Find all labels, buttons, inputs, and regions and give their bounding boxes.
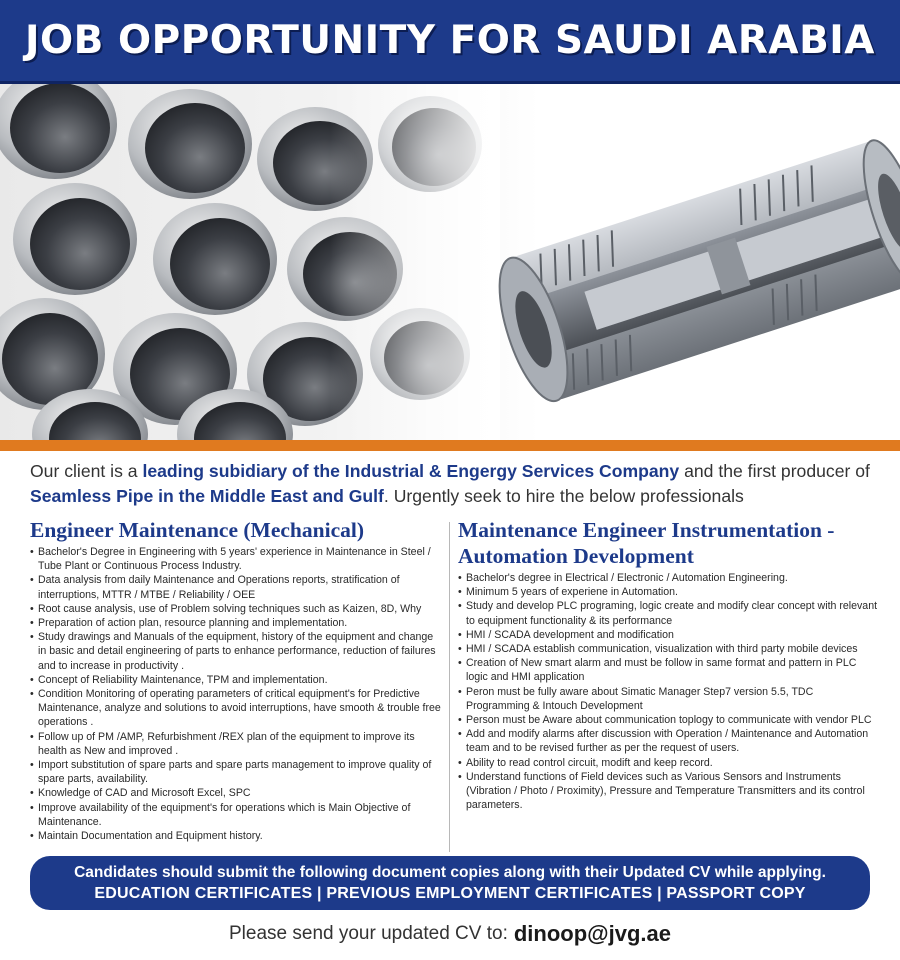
list-item: • Understand functions of Field devices such as Various Sensors and Instruments (Vibration / Photo / Proximity), Pressure and Temperature Transmitters and its control parameters. (458, 770, 878, 813)
banner-header (0, 0, 900, 84)
list-item: • Knowledge of CAD and Microsoft Excel, SPC (30, 786, 442, 800)
documents-banner (30, 856, 870, 910)
contact-line (0, 914, 900, 954)
job-section-instrumentation (458, 517, 878, 812)
requirements-list-mechanical (30, 545, 442, 843)
documents-required-list: EDUCATION CERTIFICATES | PREVIOUS EMPLOYMENT CERTIFICATES | PASSPORT COPY (94, 884, 806, 902)
list-item: • HMI / SCADA development and modification (458, 628, 878, 642)
list-item: • Data analysis from daily Maintenance and Operations reports, stratification of interruptions, MTTR / MTBE / Reliability / OEE (30, 573, 442, 601)
job-title-instrumentation: Maintenance Engineer Instrumentation - Automation Development (458, 518, 835, 568)
list-item: • Person must be Aware about communication toplogy to communicate with vendor PLC (458, 713, 878, 727)
contact-prompt: Please send your updated CV to: (229, 923, 508, 944)
list-item: • Bachelor's Degree in Engineering with 5 years' experience in Maintenance in Steel / Tube Plant or Continuous Process Industry. (30, 545, 442, 573)
list-item: • Study drawings and Manuals of the equipment, history of the equipment and change in basic and detail engineering of parts to enhance performance, reduction of failures and to increase in productivity . (30, 630, 442, 673)
contact-email-link[interactable]: dinoop@jvg.ae (513, 921, 671, 946)
list-item: • Preparation of action plan, resource planning and implementation. (30, 616, 442, 630)
intro-text-3: . Urgently seek to hire the below professionals (383, 486, 744, 506)
job-title-mechanical: Engineer Maintenance (Mechanical) (30, 518, 364, 542)
accent-divider (0, 440, 900, 451)
list-item: • Improve availability of the equipment's for operations which is Main Objective of Maintenance. (30, 801, 442, 829)
list-item: • Peron must be fully aware about Simatic Manager Step7 version 5.5, TDC Programming & Intouch Development (458, 685, 878, 713)
list-item: • Add and modify alarms after discussion with Operation / Maintenance and Automation team and to be revised further as per the request of users. (458, 727, 878, 755)
documents-instruction: Candidates should submit the following document copies along with their Updated CV while applying. (74, 863, 826, 881)
hero-image-pipes (0, 84, 900, 440)
list-item: • Bachelor's degree in Electrical / Electronic / Automation Engineering. (458, 571, 878, 585)
requirements-list-instrumentation (458, 571, 878, 812)
pipes-illustration (0, 84, 900, 440)
list-item: • Import substitution of spare parts and spare parts management to improve quality of spare parts, availability. (30, 758, 442, 786)
intro-text-2: and the first producer of (679, 461, 870, 481)
page-title: JOB OPPORTUNITY FOR SAUDI ARABIA (25, 18, 875, 63)
intro-paragraph (30, 459, 880, 509)
list-item: • Condition Monitoring of operating parameters of critical equipment's for Predictive Maintenance, analyze and solutions to avoid interruptions, have smooth & trouble free operations . (30, 687, 442, 730)
list-item: • Creation of New smart alarm and must be follow in same format and pattern in PLC logic and HMI application (458, 656, 878, 684)
cutaway-pipe-graphic (486, 134, 900, 409)
intro-highlight-company: leading subidiary of the Industrial & Engergy Services Company (142, 461, 680, 481)
column-divider (449, 522, 450, 852)
list-item: • HMI / SCADA establish communication, visualization with third party mobile devices (458, 642, 878, 656)
job-section-mechanical (30, 517, 442, 843)
intro-text-1: Our client is a (30, 461, 143, 481)
list-item: • Follow up of PM /AMP, Refurbishment /REX plan of the equipment to improve its health as New and improved . (30, 730, 442, 758)
list-item: • Maintain Documentation and Equipment history. (30, 829, 442, 843)
intro-highlight-product: Seamless Pipe in the Middle East and Gulf (30, 486, 384, 506)
list-item: • Root cause analysis, use of Problem solving techniques such as Kaizen, 8D, Why (30, 602, 442, 616)
list-item: • Concept of Reliability Maintenance, TPM and implementation. (30, 673, 442, 687)
list-item: • Study and develop PLC programing, logic create and modify clear concept with relevant to equipment functionality & its performance (458, 599, 878, 627)
list-item: • Minimum 5 years of experiene in Automation. (458, 585, 878, 599)
list-item: • Ability to read control circuit, modift and keep record. (458, 756, 878, 770)
pipe-bundle-graphic (0, 84, 500, 440)
